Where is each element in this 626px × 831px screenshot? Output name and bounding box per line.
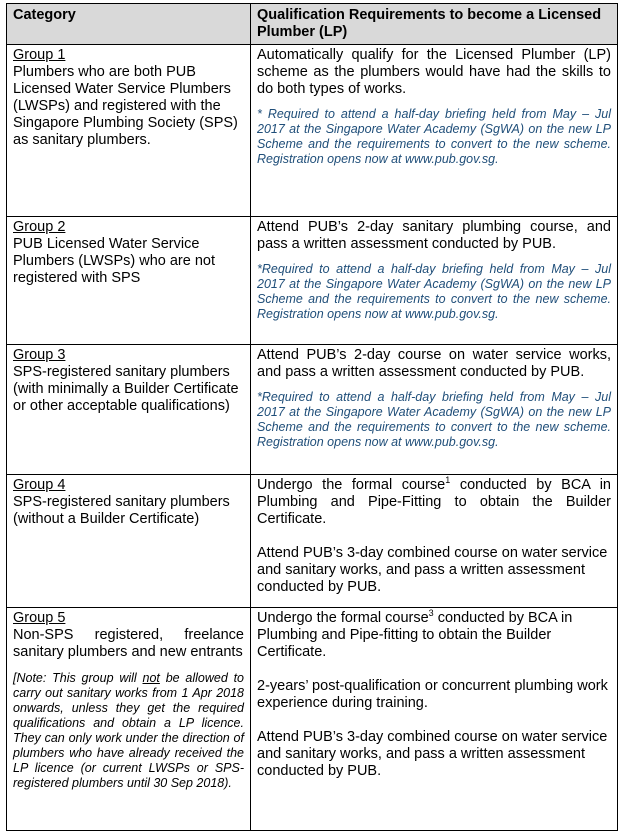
- table-row-group-1: [7, 45, 618, 217]
- group-description: Plumbers who are both PUB Licensed Water Service Plumbers (LWSPs) and registered with the Singapore Plumbing Society (SPS) as sanitary plumbers.: [13, 64, 238, 148]
- requirement-text-3: Attend PUB’s 3-day combined course on water service and sanitary works, and pass a written assessment conducted by PUB.: [257, 729, 608, 779]
- group-name: Group 3: [13, 347, 66, 363]
- group-name: Group 2: [13, 219, 66, 235]
- group-description: SPS-registered sanitary plumbers (with minimally a Builder Certificate or other acceptable qualifications): [13, 364, 239, 414]
- group-note: [13, 671, 244, 791]
- requirement-text: Automatically qualify for the Licensed Plumber (LP) scheme as the plumbers would have had the skills to do both types of works.: [257, 47, 611, 97]
- requirement-text-start: Undergo the formal course: [257, 477, 446, 493]
- table-row-group-4: [7, 475, 618, 608]
- group-note-start: [Note: This group will: [13, 671, 143, 685]
- group-description: SPS-registered sanitary plumbers (without a Builder Certificate): [13, 494, 230, 527]
- briefing-note: *Required to attend a half-day briefing held from May – Jul 2017 at the Singapore Water Academy (SgWA) on the new LP Scheme and the requirements to convert to the new scheme. Registration opens now at www.pub.gov.sg.: [257, 390, 611, 449]
- table-row-group-2: [7, 217, 618, 345]
- requirement-text: Attend PUB’s 2-day sanitary plumbing course, and pass a written assessment conducted by PUB.: [257, 219, 611, 252]
- header-requirements: Qualification Requirements to become a Licensed Plumber (LP): [251, 4, 618, 45]
- category-cell: [7, 217, 251, 345]
- requirement-text-end: conducted by BCA in Plumbing and Pipe-Fitting to obtain the Builder Certificate.: [257, 477, 611, 527]
- category-cell: [7, 345, 251, 475]
- footnote-marker: 3: [428, 608, 434, 619]
- requirements-cell: [251, 475, 618, 608]
- requirement-text: [257, 477, 611, 528]
- footnote-marker: 1: [445, 475, 451, 486]
- requirements-cell: [251, 217, 618, 345]
- table-header-row: [7, 4, 618, 45]
- requirement-text-start: Undergo the formal course: [257, 610, 429, 626]
- qualification-table: [6, 3, 618, 831]
- category-cell: [7, 475, 251, 608]
- group-note-emphasis: not: [142, 671, 160, 685]
- requirement-text-end: conducted by BCA in Plumbing and Pipe-fitting to obtain the Builder Certificate.: [257, 610, 573, 660]
- requirements-cell: [251, 608, 618, 831]
- group-note-end: be allowed to carry out sanitary works from 1 Apr 2018 onwards, unless they get the required qualifications and obtain a LP licence. They can only work under the direction of plumbers who have already received the LP licence (or current LWSPs or SPS-registered plumbers until 30 Sep 2018).: [13, 671, 245, 790]
- requirement-text-2: 2-years’ post-qualification or concurrent plumbing work experience during training.: [257, 678, 608, 711]
- briefing-note: * Required to attend a half-day briefing held from May – Jul 2017 at the Singapore Water Academy (SgWA) on the new LP Scheme and the requirements to convert to the new scheme. Registration opens now at www.pub.gov.sg.: [257, 107, 611, 166]
- requirement-text: Attend PUB’s 2-day course on water service works, and pass a written assessment conducted by PUB.: [257, 347, 611, 380]
- category-cell: [7, 45, 251, 217]
- group-name: Group 4: [13, 477, 66, 493]
- table-row-group-5: [7, 608, 618, 831]
- briefing-note: *Required to attend a half-day briefing held from May – Jul 2017 at the Singapore Water Academy (SgWA) on the new LP Scheme and the requirements to convert to the new scheme. Registration opens now at www.pub.gov.sg.: [257, 262, 611, 321]
- requirement-text: [257, 610, 611, 661]
- group-name: Group 5: [13, 610, 66, 626]
- group-description: PUB Licensed Water Service Plumbers (LWSPs) who are not registered with SPS: [13, 236, 215, 286]
- requirement-text-2: Attend PUB’s 3-day combined course on water service and sanitary works, and pass a written assessment conducted by PUB.: [257, 545, 608, 595]
- requirements-cell: [251, 45, 618, 217]
- table-row-group-3: [7, 345, 618, 475]
- group-description: Non-SPS registered, freelance sanitary plumbers and new entrants: [13, 627, 244, 660]
- requirements-cell: [251, 345, 618, 475]
- header-category: Category: [7, 4, 251, 45]
- group-name: Group 1: [13, 47, 66, 63]
- category-cell: [7, 608, 251, 831]
